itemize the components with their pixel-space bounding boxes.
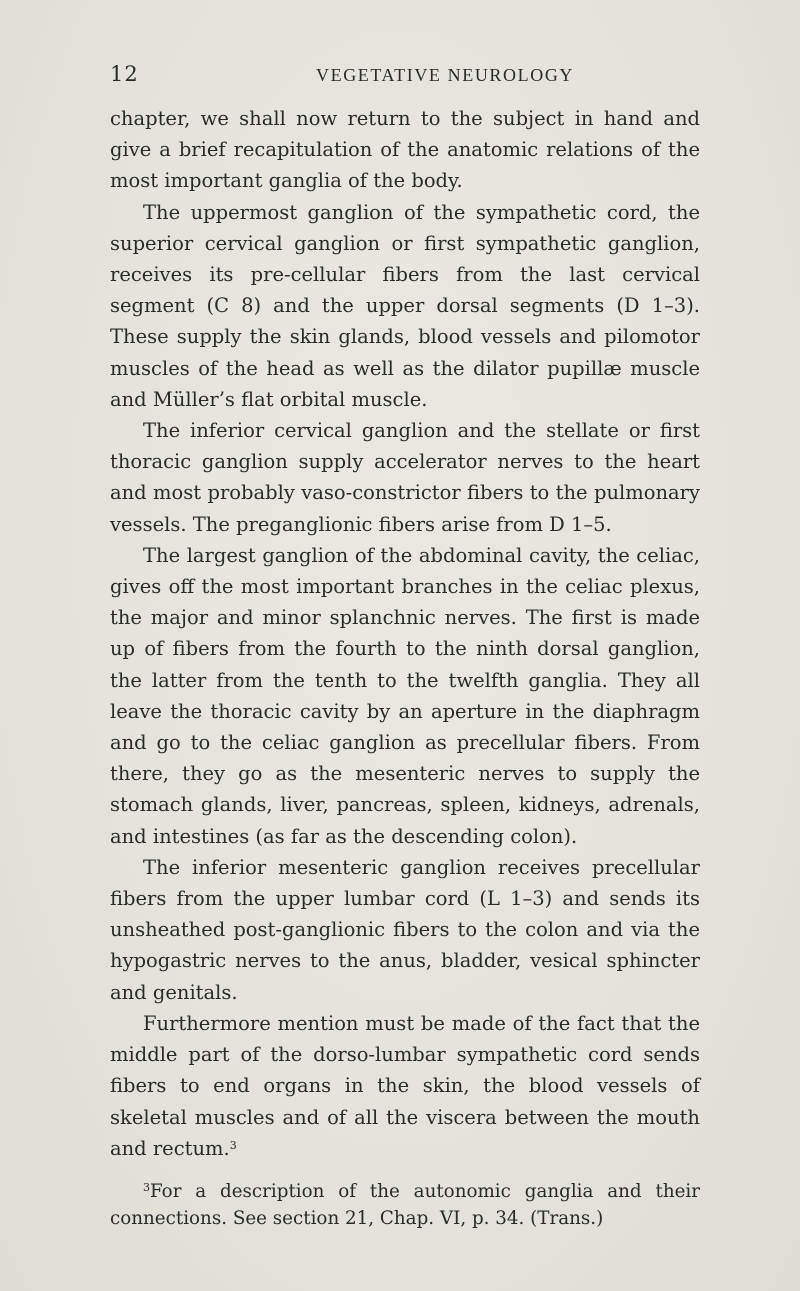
footnote-text: For a description of the autonomic ganglia and their connections. See section 21, Chap. VI, p. 34. (Trans.) bbox=[110, 1180, 700, 1229]
paragraph-superior-cervical-ganglion: The uppermost ganglion of the sympathetic cord, the superior cervical ganglion or first sympathetic ganglion, receives its pre-cellular fibers from the last cervical segment (C 8) and the upper dorsal segments (D 1–3). These supply the skin glands, blood vessels and pilomotor muscles of the head as well as the dilator pupillæ muscle and Müller’s flat orbital muscle. bbox=[110, 200, 700, 411]
paragraph-inferior-mesenteric-ganglion: The inferior mesenteric ganglion receives precellular fibers from the upper lumbar cord (L 1–3) and sends its unsheathed post-ganglionic fibers to the colon and via the hypogastric nerves to the anus, bladder, vesical sphincter and genitals. bbox=[110, 855, 700, 1004]
paragraph-inferior-cervical-ganglion: The inferior cervical ganglion and the stellate or first thoracic ganglion supply accelerator nerves to the heart and most probably vaso-constrictor fibers to the pulmonary vessels. The preganglionic fibers arise from D 1–5. bbox=[110, 419, 700, 536]
paragraph-continuation: chapter, we shall now return to the subject in hand and give a brief recapitulation of the anatomic relations of the most important ganglia of the body. bbox=[110, 107, 700, 193]
paragraph-celiac-ganglion: The largest ganglion of the abdominal cavity, the celiac, gives off the most important branches in the celiac plexus, the major and minor splanchnic nerves. The first is made up of fibers from the fourth to the ninth dorsal ganglion, the latter from the tenth to the twelfth ganglia. They all leave the thoracic cavity by an aperture in the diaphragm and go to the celiac ganglion as precellular fibers. From there, they go as the mesenteric nerves to supply the stomach glands, liver, pancreas, spleen, kidneys, adrenals, and intestines (as far as the descending colon). bbox=[110, 543, 700, 848]
body-text bbox=[110, 103, 700, 1232]
running-title: VEGETATIVE NEUROLOGY bbox=[316, 65, 575, 85]
paragraph-dorso-lumbar-cord bbox=[110, 1008, 700, 1164]
footnote bbox=[110, 1178, 700, 1232]
page-number: 12 bbox=[110, 62, 139, 86]
paragraph-text: Furthermore mention must be made of the fact that the middle part of the dorso-lumbar sympathetic cord sends fibers to end organs in the skin, the blood vessels of skeletal muscles and of all the viscera between the mouth and rectum. bbox=[110, 1011, 700, 1160]
footnote-marker: 3 bbox=[143, 1180, 150, 1194]
running-head bbox=[110, 62, 700, 88]
footnote-reference: 3 bbox=[229, 1138, 237, 1152]
